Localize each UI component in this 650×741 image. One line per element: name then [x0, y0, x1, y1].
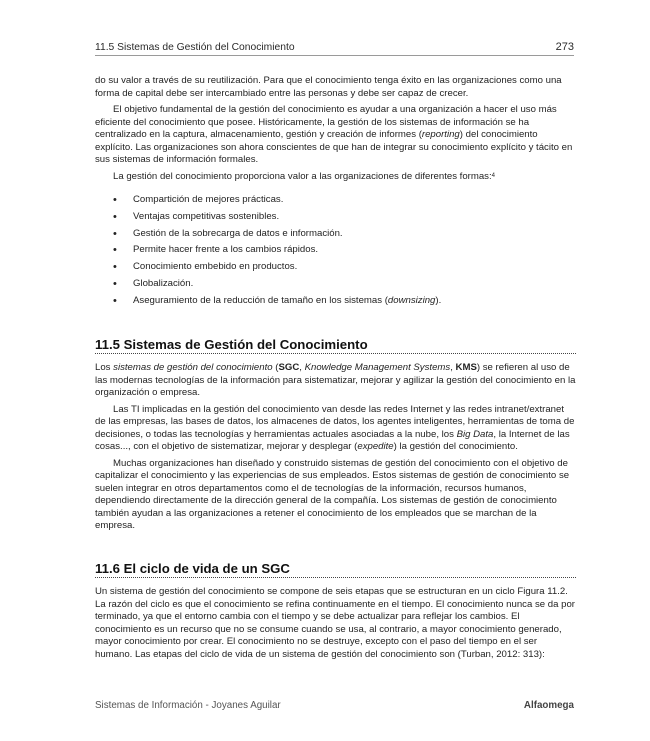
publisher-name: Alfaomega — [523, 700, 574, 711]
running-title: 11.5 Sistemas de Gestión del Conocimiento — [95, 42, 295, 53]
bullet-icon: • — [113, 244, 117, 257]
benefits-list — [95, 192, 576, 310]
list-item: • Conocimiento embebido en productos. — [95, 259, 576, 276]
page-number: 273 — [555, 41, 574, 53]
section-heading-11-5: 11.5 Sistemas de Gestión del Conocimiento — [95, 339, 576, 355]
list-item: • Permite hacer frente a los cambios rápidos. — [95, 242, 576, 259]
book-title: Sistemas de Información - Joyanes Aguilar — [95, 700, 281, 711]
list-item: • Ventajas competitivas sostenibles. — [95, 209, 576, 226]
list-item: • Gestión de la sobrecarga de datos e información. — [95, 226, 576, 243]
bullet-icon: • — [113, 294, 117, 307]
running-header — [95, 40, 574, 56]
paragraph-lifecycle: Un sistema de gestión del conocimiento se compone de seis etapas que se estructuran en un ciclo Figura 11.2. La razón del ciclo es que el conocimiento se refina continuamente en el tiempo. El conocimiento nunca se da por terminado, ya que el entorno cambia con el tiempo y se debe actualizar para reflejar los cambios. El conocimiento es un recurso que no se consume cuando se usa, al contrario, a mayor conocimiento generado, mayor conocimiento por crear. El conocimiento no se destruye, excepto con el paso del tiempo en el ser humano. Las etapas del ciclo de vida de un sistema de gestión del conocimiento son (Turban, 2012: 313): — [95, 586, 575, 660]
paragraph-organizations: Muchas organizaciones han diseñado y construido sistemas de gestión del conocimiento con el objetivo de capitalizar el conocimiento y las experiencias de sus empleados. Estos sistemas de gestión de conocimiento se suelen integrar en otros departamentos como el de tecnologías de la información, recursos humanos, dependiendo directamente de la dirección general de la compañía. Los sistemas de gestión de conocimiento también ayudan a las organizaciones a retener el conocimiento de los empleados que se marchan de la empresa. — [95, 457, 570, 532]
paragraph-objective: El objetivo fundamental de la gestión del conocimiento es ayudar a una organización a hacer el uso más eficiente del conocimiento que posee. Históricamente, la gestión de los sistemas de información se ha centralizado en la captura, almacenamiento, gestión y creación de informes (reporting) del conocimiento explícito. Las organizaciones son ahora conscientes de que han de integrar su conocimiento explícito y tácito en sus sistemas de información formales. — [95, 104, 573, 165]
bullet-icon: • — [113, 277, 117, 290]
page-footer — [95, 700, 574, 711]
bullet-icon: • — [113, 194, 117, 206]
page-body — [95, 75, 576, 661]
list-item: • Aseguramiento de la reducción de tamaño en los sistemas (downsizing). — [95, 293, 576, 310]
paragraph-intro: do su valor a través de su reutilización. Para que el conocimiento tenga éxito en las organizaciones como una forma de capital debe ser intercambiado entre las personas y debe ser capaz de crecer. — [95, 75, 562, 99]
bullet-icon: • — [113, 227, 117, 240]
list-item: • Globalización. — [95, 276, 576, 293]
list-item: • Compartición de mejores prácticas. — [95, 192, 576, 209]
section-heading-11-6: 11.6 El ciclo de vida de un SGC — [95, 563, 576, 579]
footnote-marker: 4 — [491, 172, 495, 179]
paragraph-sgc-definition: Los sistemas de gestión del conocimiento (SGC, Knowledge Management Systems, KMS) se refieren al uso de las modernas tecnologías de la información para sistematizar, mejorar y agilizar la gestión del conocimiento en la organización o empresa. — [95, 362, 576, 399]
bullet-icon: • — [113, 261, 117, 274]
paragraph-ti: Las TI implicadas en la gestión del conocimiento van desde las redes Internet y las redes intranet/extranet de las empresas, las bases de datos, los almacenes de datos, los agentes inteligentes, herramientas de toma de decisiones, o todas las tecnologías y herramientas actuales asociadas a la nube, los Big Data, la Internet de las cosas..., con el objetivo de sistematizar, mejorar y desplegar (expedite) la gestión del conocimiento. — [95, 403, 575, 453]
paragraph-value: La gestión del conocimiento proporciona valor a las organizaciones de diferentes formas:$^4$ — [113, 170, 495, 182]
bullet-icon: • — [113, 210, 117, 223]
